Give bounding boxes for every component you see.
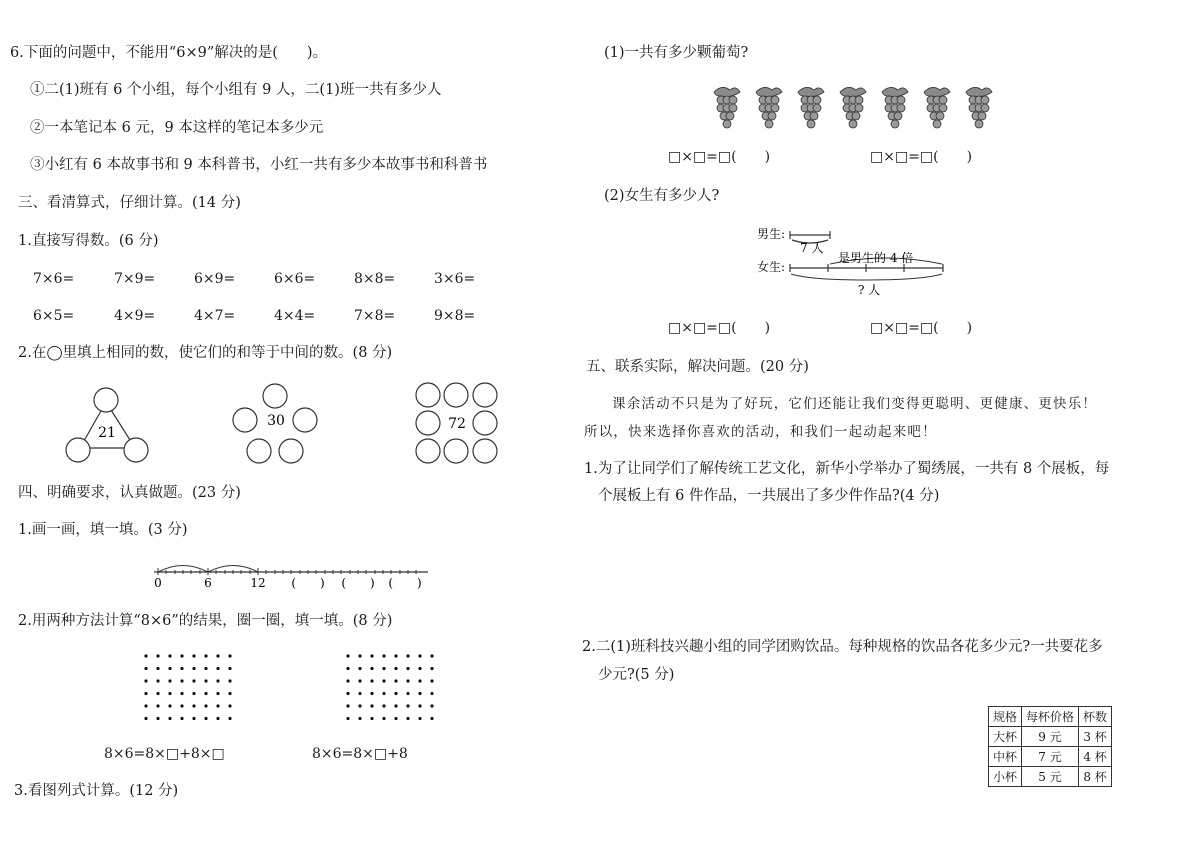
dot	[216, 704, 219, 707]
dot	[168, 717, 171, 720]
blank-circle	[124, 438, 148, 462]
dot	[358, 704, 361, 707]
dot	[418, 704, 421, 707]
dot	[168, 692, 171, 695]
q6-prompt: 6.下面的问题中，不能用“6×9”解决的是( )。	[10, 45, 328, 61]
dot	[418, 667, 421, 670]
blank-circle	[416, 411, 440, 435]
dot	[406, 692, 409, 695]
dot	[192, 692, 195, 695]
table-header-row	[989, 707, 1112, 727]
p1-equation-1: □×□=□( )	[668, 149, 771, 165]
tick-label: 0	[154, 576, 162, 590]
blank-circle	[279, 439, 303, 463]
dot	[358, 679, 361, 682]
table-header-cell: 每杯价格	[1022, 707, 1079, 727]
dot	[228, 654, 231, 657]
blank-circle	[416, 439, 440, 463]
dot	[228, 692, 231, 695]
blank-answer: ( )	[341, 576, 375, 590]
dot	[144, 679, 147, 682]
dot	[144, 717, 147, 720]
dot	[382, 679, 385, 682]
dot	[394, 679, 397, 682]
calc-item: 3×6=	[434, 271, 476, 287]
q6-option-1: ①二(1)班有 6 个小组，每个小组有 9 人，二(1)班一共有多少人	[30, 82, 442, 98]
blank-circle	[247, 439, 271, 463]
section5-q1-line2: 个展板上有 6 件作品，一共展出了多少件作品?(4 分)	[598, 488, 940, 504]
dot	[370, 717, 373, 720]
grape-bunch-icon	[798, 87, 824, 128]
section4-title: 四、明确要求，认真做题。(23 分)	[18, 485, 241, 501]
dot	[228, 704, 231, 707]
table-header-cell: 规格	[989, 707, 1022, 727]
blank-circle	[233, 408, 257, 432]
dot	[168, 704, 171, 707]
dot	[394, 692, 397, 695]
table-cell: 9 元	[1022, 727, 1079, 747]
dot	[430, 654, 433, 657]
dot	[358, 692, 361, 695]
dot	[180, 679, 183, 682]
girls-question: ? 人	[858, 283, 881, 297]
grape-bunch-icon	[882, 87, 908, 128]
dot	[382, 717, 385, 720]
dot	[382, 667, 385, 670]
dot	[204, 717, 207, 720]
q6-option-3: ③小红有 6 本故事书和 9 本科普书，小红一共有多少本故事书和科普书	[30, 157, 488, 173]
dot	[216, 717, 219, 720]
pentagon-center-value: 30	[267, 413, 285, 429]
dot	[216, 654, 219, 657]
table-cell: 8 杯	[1079, 767, 1112, 787]
table-cell: 4 杯	[1079, 747, 1112, 767]
dot	[406, 717, 409, 720]
dot	[418, 692, 421, 695]
dot	[192, 717, 195, 720]
table-row	[989, 767, 1112, 787]
dot	[228, 679, 231, 682]
table-header-cell: 杯数	[1079, 707, 1112, 727]
p2-equation-1: □×□=□( )	[668, 320, 771, 336]
dot	[156, 692, 159, 695]
dot	[192, 667, 195, 670]
blank-circle	[263, 384, 287, 408]
dot	[406, 654, 409, 657]
triangle-center-value: 21	[98, 425, 116, 441]
calc-item: 7×8=	[354, 308, 396, 324]
dot	[228, 667, 231, 670]
dot	[156, 667, 159, 670]
dot	[180, 654, 183, 657]
blank-answer: ( )	[388, 576, 422, 590]
section3-q1-title: 1.直接写得数。(6 分)	[18, 233, 159, 249]
dot	[156, 679, 159, 682]
dot	[168, 654, 171, 657]
girls-multiple-note: 是男生的 4 倍	[838, 251, 914, 265]
dot	[228, 717, 231, 720]
table-cell: 小杯	[989, 767, 1022, 787]
dot	[370, 704, 373, 707]
calc-item: 6×9=	[194, 271, 236, 287]
dot	[346, 667, 349, 670]
dot	[144, 704, 147, 707]
section5-q1-line1: 1.为了让同学们了解传统工艺文化，新华小学举办了蜀绣展，一共有 8 个展板，每	[584, 461, 1110, 477]
table-cell: 7 元	[1022, 747, 1079, 767]
dot	[406, 679, 409, 682]
dot	[204, 704, 207, 707]
blank-circle	[473, 411, 497, 435]
dot	[418, 717, 421, 720]
tick-label: 12	[250, 576, 266, 590]
dot	[168, 679, 171, 682]
grape-bunches	[712, 86, 1012, 130]
blank-answer: ( )	[291, 576, 325, 590]
dot	[144, 692, 147, 695]
square-center-value: 72	[448, 416, 466, 432]
p1-title: (1)一共有多少颗葡萄?	[604, 45, 749, 61]
tick-label: 6	[204, 576, 212, 590]
boys-value: 7 人	[800, 241, 824, 255]
grape-bunch-icon	[714, 87, 740, 128]
dot-array-left	[140, 650, 235, 725]
dot	[216, 679, 219, 682]
grape-bunch-icon	[924, 87, 950, 128]
dot	[156, 717, 159, 720]
dot	[346, 692, 349, 695]
dot	[382, 692, 385, 695]
grape-bunch-icon	[756, 87, 782, 128]
section5-q2-line2: 少元?(5 分)	[598, 667, 675, 683]
blank-circle	[66, 438, 90, 462]
blank-circle	[473, 383, 497, 407]
dot	[180, 717, 183, 720]
segment-diagram	[750, 222, 960, 300]
table-cell: 5 元	[1022, 767, 1079, 787]
dot	[430, 679, 433, 682]
blank-circle	[444, 439, 468, 463]
dot	[346, 717, 349, 720]
table-row	[989, 747, 1112, 767]
dot	[430, 667, 433, 670]
dot	[144, 654, 147, 657]
blank-circle	[94, 388, 118, 412]
dot	[180, 692, 183, 695]
blank-circle	[416, 383, 440, 407]
section4-q2-title: 2.用两种方法计算“8×6”的结果，圈一圈，填一填。(8 分)	[18, 613, 393, 629]
method2-equation: 8×6=8×□+8	[312, 746, 408, 762]
dot	[204, 692, 207, 695]
section5-title: 五、联系实际，解决问题。(20 分)	[586, 359, 809, 375]
dot	[394, 704, 397, 707]
calc-item: 4×9=	[114, 308, 156, 324]
dot	[346, 679, 349, 682]
p1-equation-2: □×□=□( )	[870, 149, 973, 165]
section4-q3-title: 3.看图列式计算。(12 分)	[14, 783, 179, 799]
table-cell: 3 杯	[1079, 727, 1112, 747]
dot	[370, 679, 373, 682]
dot	[430, 717, 433, 720]
dot-array-right	[342, 650, 437, 725]
table-cell: 中杯	[989, 747, 1022, 767]
calc-item: 7×6=	[33, 271, 75, 287]
dot	[180, 704, 183, 707]
dot	[418, 654, 421, 657]
section3-title: 三、看清算式，仔细计算。(14 分)	[18, 195, 241, 211]
section5-q2-line1: 2.二(1)班科技兴趣小组的同学团购饮品。每种规格的饮品各花多少元?一共要花多	[582, 639, 1103, 655]
boys-label: 男生:	[757, 227, 786, 241]
dot	[382, 654, 385, 657]
dot	[216, 692, 219, 695]
dot	[394, 717, 397, 720]
calc-item: 6×6=	[274, 271, 316, 287]
dot	[358, 667, 361, 670]
dot	[204, 667, 207, 670]
section5-intro-line2: 所以，快来选择你喜欢的活动，和我们一起动起来吧！	[584, 424, 937, 440]
section4-q1-title: 1.画一画，填一填。(3 分)	[18, 522, 188, 538]
blank-circle	[444, 383, 468, 407]
q6-option-2: ②一本笔记本 6 元，9 本这样的笔记本多少元	[30, 120, 324, 136]
calc-item: 4×7=	[194, 308, 236, 324]
dot	[216, 667, 219, 670]
calc-item: 4×4=	[274, 308, 316, 324]
section5-intro-line1: 课余活动不只是为了好玩，它们还能让我们变得更聪明、更健康、更快乐！	[612, 396, 1098, 412]
dot	[204, 654, 207, 657]
blank-circle	[473, 439, 497, 463]
p2-title: (2)女生有多少人?	[604, 188, 720, 204]
blank-circle	[293, 408, 317, 432]
dot	[168, 667, 171, 670]
dot	[144, 667, 147, 670]
calc-item: 9×8=	[434, 308, 476, 324]
dot	[156, 654, 159, 657]
calc-item: 7×9=	[114, 271, 156, 287]
calc-item: 8×8=	[354, 271, 396, 287]
grape-bunch-icon	[966, 87, 992, 128]
girls-label: 女生:	[757, 260, 786, 274]
calc-item: 6×5=	[33, 308, 75, 324]
dot	[394, 654, 397, 657]
table-cell: 大杯	[989, 727, 1022, 747]
dot	[370, 667, 373, 670]
dot	[406, 704, 409, 707]
dot	[156, 704, 159, 707]
dot	[370, 692, 373, 695]
dot	[382, 704, 385, 707]
number-line	[140, 558, 440, 594]
dot	[192, 679, 195, 682]
dot	[406, 667, 409, 670]
dot	[346, 704, 349, 707]
dot	[430, 692, 433, 695]
dot	[346, 654, 349, 657]
table-row	[989, 727, 1112, 747]
dot	[394, 667, 397, 670]
circle-puzzles	[0, 375, 520, 470]
drink-price-table	[988, 706, 1112, 787]
dot	[358, 654, 361, 657]
dot	[370, 654, 373, 657]
dot	[430, 704, 433, 707]
dot	[358, 717, 361, 720]
p2-equation-2: □×□=□( )	[870, 320, 973, 336]
dot	[192, 654, 195, 657]
dot	[180, 667, 183, 670]
dot	[204, 679, 207, 682]
section3-q2-title: 2.在◯里填上相同的数，使它们的和等于中间的数。(8 分)	[18, 345, 393, 361]
grape-bunch-icon	[840, 87, 866, 128]
dot	[192, 704, 195, 707]
dot	[418, 679, 421, 682]
method1-equation: 8×6=8×□+8×□	[104, 746, 225, 762]
